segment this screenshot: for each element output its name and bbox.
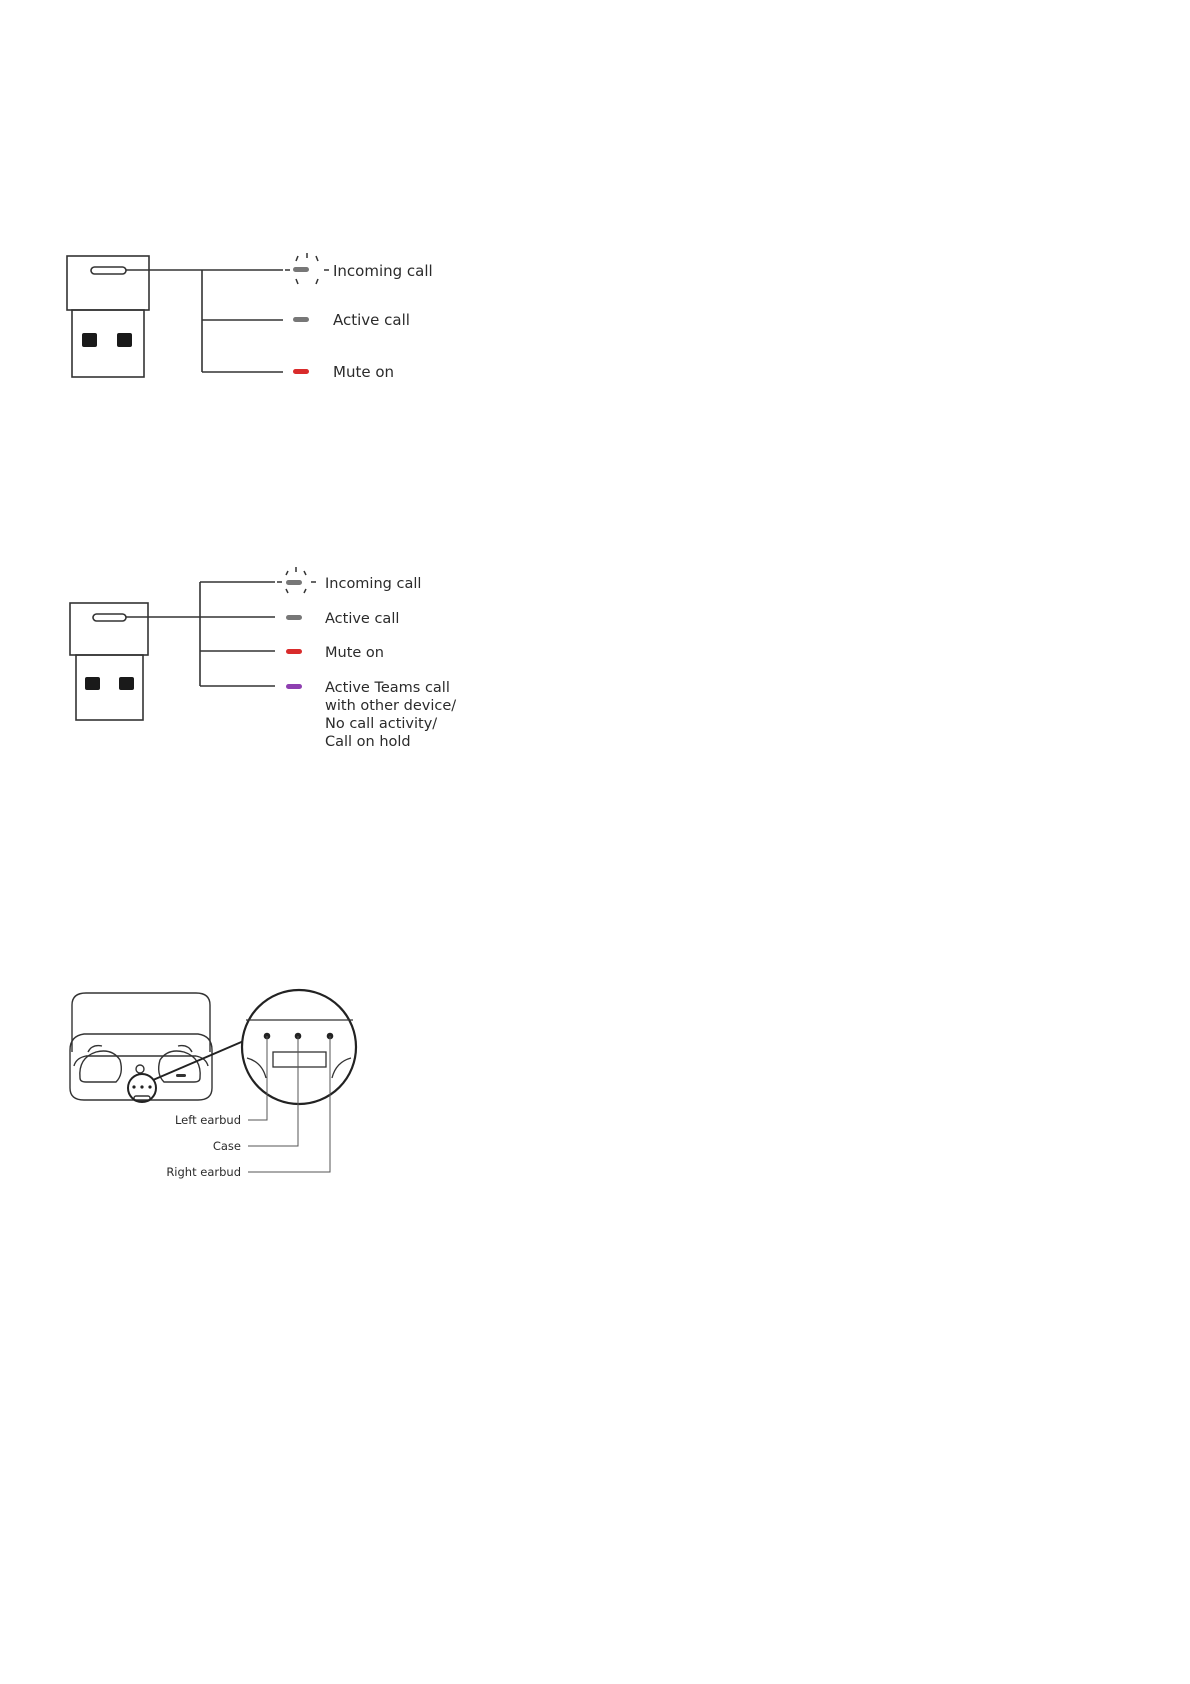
label-incoming-call: Incoming call bbox=[325, 576, 422, 592]
label-teams-line-2: with other device/ bbox=[325, 698, 457, 714]
label-right-earbud: Right earbud bbox=[166, 1165, 241, 1179]
earbuds-case-icon bbox=[70, 993, 212, 1101]
usb-dongle-icon bbox=[70, 603, 148, 720]
label-case: Case bbox=[212, 1139, 241, 1153]
label-teams-line-3: No call activity/ bbox=[325, 716, 438, 732]
led-teams bbox=[286, 684, 302, 689]
label-teams-line-4: Call on hold bbox=[325, 734, 411, 750]
led-active-call bbox=[293, 317, 309, 322]
led-mute-on bbox=[293, 369, 309, 374]
magnified-circle bbox=[242, 990, 356, 1104]
label-mute-on: Mute on bbox=[333, 363, 395, 381]
label-active-call: Active call bbox=[325, 611, 400, 627]
label-left-earbud: Left earbud bbox=[174, 1113, 241, 1127]
led-incoming-call bbox=[293, 267, 309, 272]
case-detail-dots-small bbox=[132, 1085, 151, 1088]
led-incoming-call bbox=[286, 580, 302, 585]
usb-dongle-led-diagram-1 bbox=[67, 253, 433, 381]
usb-dongle-led-diagram-2 bbox=[70, 567, 456, 750]
label-incoming-call: Incoming call bbox=[333, 262, 433, 280]
led-active-call bbox=[286, 615, 302, 620]
usb-dongle-icon bbox=[67, 256, 149, 377]
led-mute-on bbox=[286, 649, 302, 654]
label-active-call: Active call bbox=[333, 311, 410, 329]
label-mute-on: Mute on bbox=[325, 645, 384, 661]
label-teams-line-1: Active Teams call bbox=[325, 680, 450, 696]
earbuds-case-diagram bbox=[70, 990, 356, 1179]
